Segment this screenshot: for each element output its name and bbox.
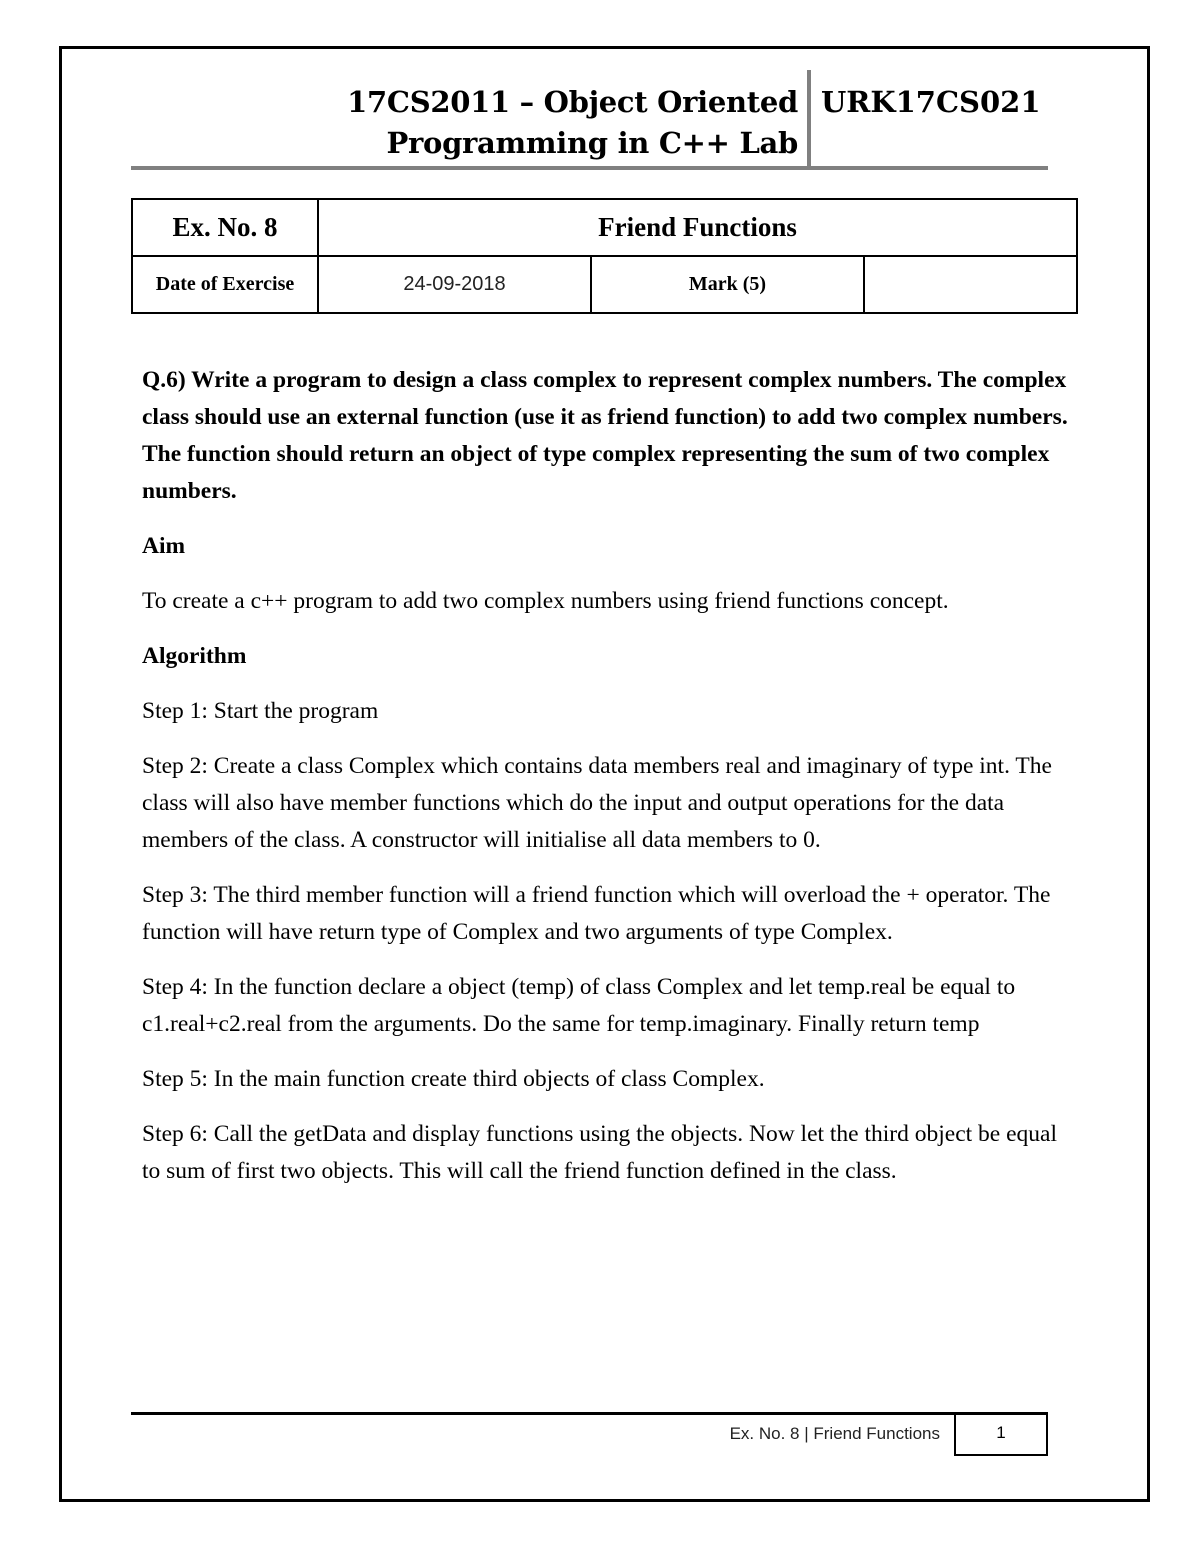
course-title-line2: Programming in C++ Lab — [386, 126, 798, 160]
page-number: 1 — [954, 1413, 1048, 1456]
algorithm-step: Step 2: Create a class Complex which contains data members real and imaginary of type int. The class will also have member functions which do the input and output operations for the data members of the class. A constructor will initialise all data members to 0. — [142, 753, 1052, 853]
course-title — [258, 82, 798, 164]
footer-divider — [131, 1412, 1048, 1415]
aim-heading: Aim — [142, 533, 186, 559]
algorithm-heading: Algorithm — [142, 643, 247, 669]
algorithm-step: Step 3: The third member function will a friend function which will overload the + operator. The function will have return type of Complex and two arguments of type Complex. — [142, 882, 1051, 945]
exercise-number: Ex. No. 8 — [132, 199, 318, 256]
register-number: URK17CS021 — [821, 85, 1041, 119]
aim-text: To create a c++ program to add two complex numbers using friend functions concept. — [142, 588, 949, 614]
date-value: 24-09-2018 — [318, 256, 591, 313]
document-body — [142, 362, 1072, 1208]
algorithm-step: Step 5: In the main function create third objects of class Complex. — [142, 1066, 765, 1092]
mark-label: Mark (5) — [591, 256, 864, 313]
algorithm-step: Step 4: In the function declare a object (temp) of class Complex and let temp.real be equal to c1.real+c2.real from the arguments. Do the same for temp.imaginary. Finally return temp — [142, 974, 1016, 1037]
page-header — [131, 70, 1048, 170]
algorithm-step: Step 1: Start the program — [142, 698, 379, 724]
header-divider — [807, 70, 811, 166]
footer-text: Ex. No. 8 | Friend Functions — [729, 1424, 940, 1443]
course-title-line1: 17CS2011 – Object Oriented — [347, 85, 798, 119]
question-text: Q.6) Write a program to design a class complex to represent complex numbers. The complex class should use an external function (use it as friend function) to add two complex numbers. The function should return an object of type complex representing the sum of two complex numbers. — [142, 367, 1068, 504]
mark-value — [864, 256, 1077, 313]
exercise-topic: Friend Functions — [318, 199, 1077, 256]
date-label: Date of Exercise — [132, 256, 318, 313]
algorithm-step: Step 6: Call the getData and display functions using the objects. Now let the third object be equal to sum of first two objects. This will call the friend function defined in the class. — [142, 1121, 1057, 1184]
exercise-info-table — [131, 198, 1078, 314]
